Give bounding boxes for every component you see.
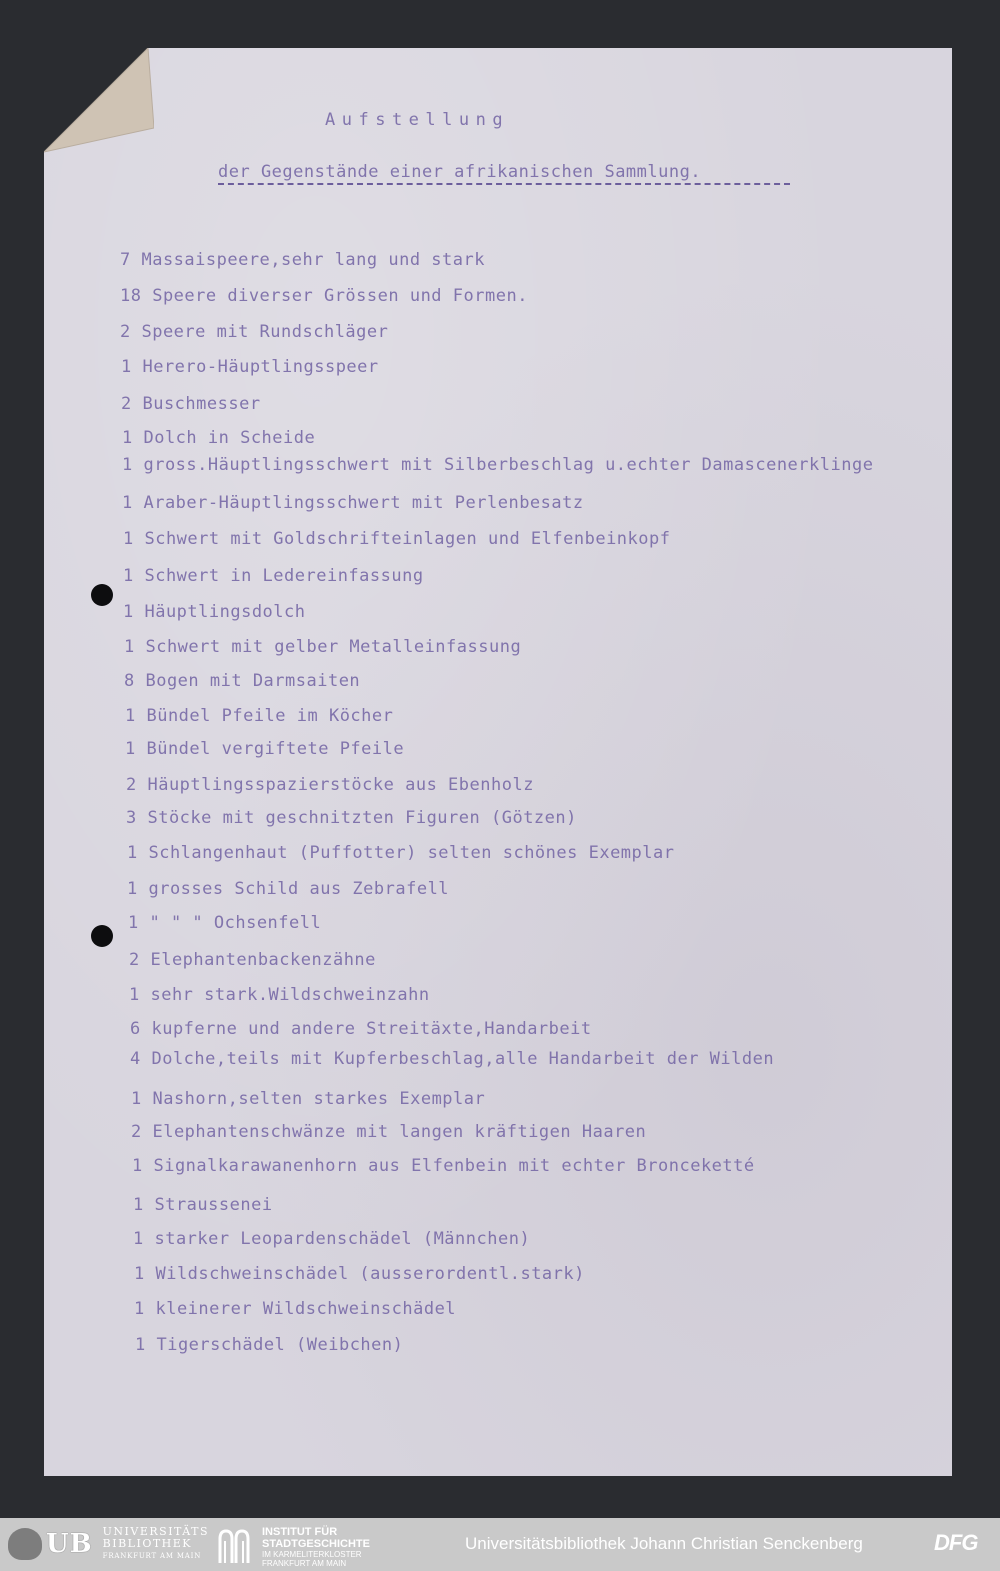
list-item: 1 Schlangenhaut (Puffotter) selten schönes Exemplar (127, 843, 675, 863)
list-item: 1 Bündel vergiftete Pfeile (125, 739, 405, 759)
isg-line-3: IM KARMELITERKLOSTER (262, 1550, 362, 1559)
list-item: 18 Speere diverser Grössen und Formen. (120, 286, 528, 306)
ub-line-3: FRANKFURT AM MAIN (102, 1552, 202, 1560)
list-item: 7 Massaispeere,sehr lang und stark (120, 250, 485, 270)
list-item: 3 Stöcke mit geschnitzten Figuren (Götzen) (126, 808, 577, 828)
ub-logo[interactable] (8, 1525, 209, 1560)
list-item: 2 Buschmesser (121, 394, 261, 414)
list-item: 6 kupferne und andere Streitäxte,Handarbeit (130, 1019, 592, 1039)
list-item: 2 Speere mit Rundschläger (120, 322, 389, 342)
list-item: 1 Schwert mit Goldschrifteinlagen und Elfenbeinkopf (123, 529, 671, 549)
library-name: Universitätsbibliothek Johann Christian Senckenberg (465, 1534, 863, 1553)
punch-hole-bottom (91, 925, 113, 947)
isg-line-1: INSTITUT FÜR (262, 1526, 338, 1538)
list-item: 1 Dolch in Scheide (122, 428, 316, 448)
isg-line-4: FRANKFURT AM MAIN (262, 1559, 347, 1568)
isg-logo[interactable] (216, 1526, 370, 1568)
list-item: 1 gross.Häuptlingsschwert mit Silberbeschlag u.echter Damascenerklinge (122, 455, 874, 475)
list-item: 1 grosses Schild aus Zebrafell (127, 879, 450, 899)
folded-corner (44, 48, 154, 158)
punch-hole-top (91, 584, 113, 606)
list-item: 1 Häuptlingsdolch (123, 602, 306, 622)
footer-bar (0, 1518, 1000, 1571)
document-subtitle: der Gegenstände einer afrikanischen Sammlung. (218, 162, 702, 182)
list-item: 1 Straussenei (133, 1195, 273, 1215)
isg-logo-text (262, 1526, 370, 1568)
list-item: 2 Elephantenschwänze mit langen kräftigen Haaren (131, 1122, 647, 1142)
ub-logo-mark: UB (46, 1529, 93, 1559)
list-item: 1 Araber-Häuptlingsschwert mit Perlenbesatz (122, 493, 584, 513)
list-item: 1 " " " Ochsenfell (128, 913, 322, 933)
dfg-logo[interactable]: DFG (934, 1530, 978, 1555)
ub-line-2: BIBLIOTHEK (102, 1537, 193, 1550)
document-title: Aufstellung (325, 110, 510, 130)
list-item: 2 Häuptlingsspazierstöcke aus Ebenholz (126, 775, 534, 795)
list-item: 1 Herero-Häuptlingsspeer (121, 357, 379, 377)
subtitle-underline (218, 183, 790, 185)
ub-line-1: UNIVERSITÄTS (102, 1525, 209, 1538)
list-item: 1 Signalkarawanenhorn aus Elfenbein mit echter Bronceketté (132, 1156, 755, 1176)
list-item: 1 Bündel Pfeile im Köcher (125, 706, 394, 726)
ub-logo-text (103, 1526, 209, 1562)
list-item: 2 Elephantenbackenzähne (129, 950, 376, 970)
list-item: 1 starker Leopardenschädel (Männchen) (133, 1229, 531, 1249)
list-item: 1 Wildschweinschädel (ausserordentl.stark) (134, 1264, 585, 1284)
list-item: 1 Nashorn,selten starkes Exemplar (131, 1089, 486, 1109)
list-item: 8 Bogen mit Darmsaiten (124, 671, 361, 691)
list-item: 1 kleinerer Wildschweinschädel (134, 1299, 457, 1319)
portrait-icon (8, 1528, 42, 1560)
list-item: 1 sehr stark.Wildschweinzahn (129, 985, 430, 1005)
isg-line-2: STADTGESCHICHTE (262, 1538, 370, 1550)
institute-building-icon (216, 1529, 252, 1565)
list-item: 1 Tigerschädel (Weibchen) (135, 1335, 404, 1355)
list-item: 4 Dolche,teils mit Kupferbeschlag,alle Handarbeit der Wilden (130, 1049, 775, 1069)
list-item: 1 Schwert mit gelber Metalleinfassung (124, 637, 522, 657)
list-item: 1 Schwert in Ledereinfassung (123, 566, 424, 586)
